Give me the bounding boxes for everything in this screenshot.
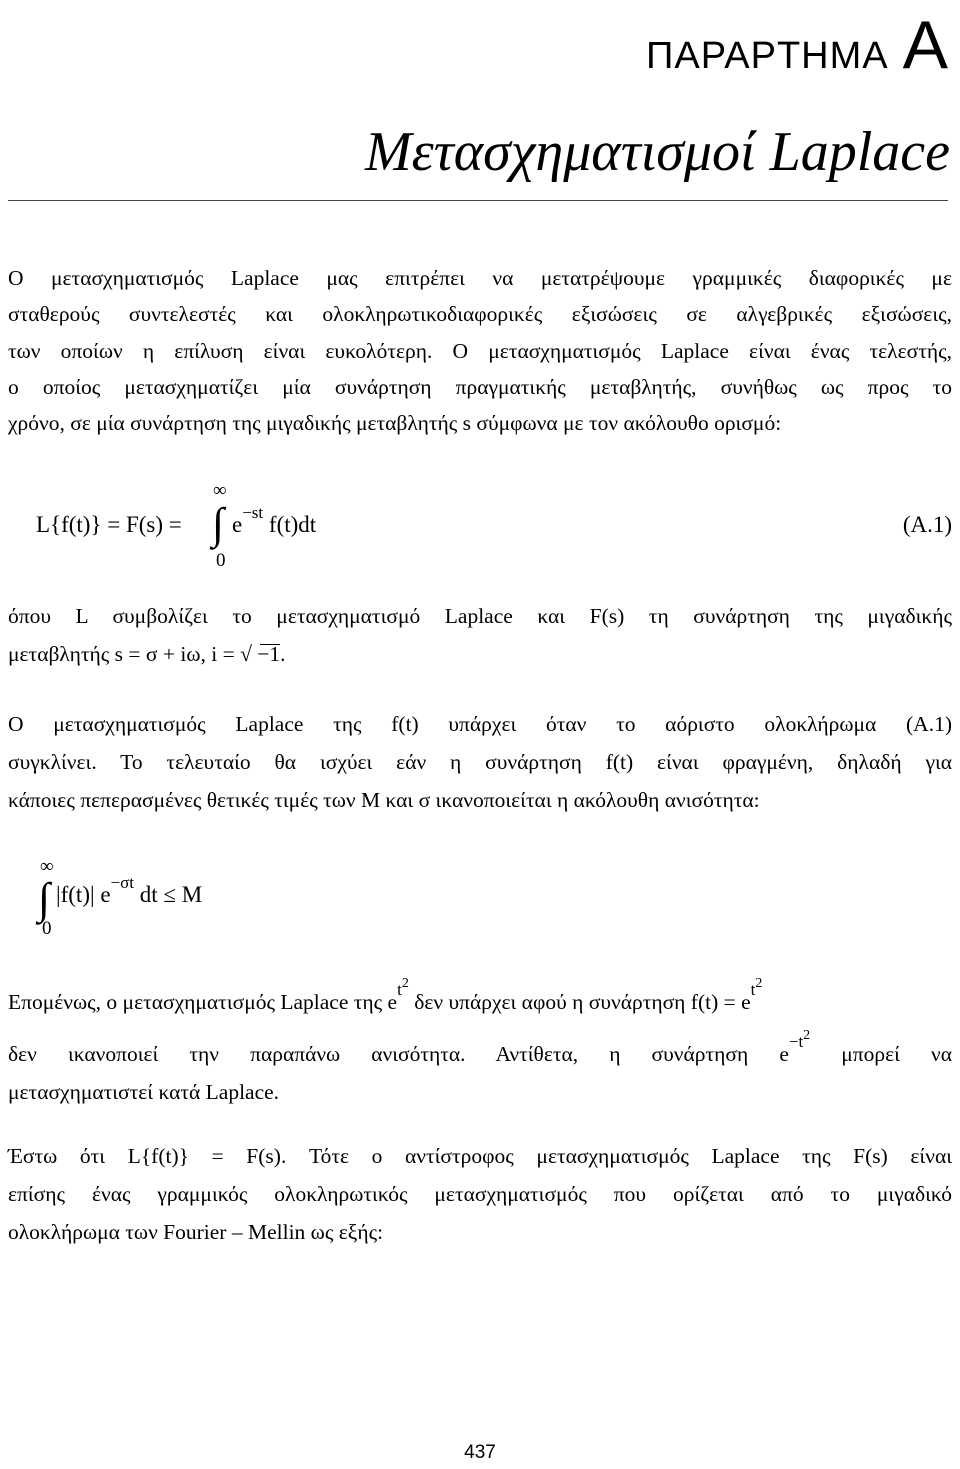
paragraph1-line-2: σταθερούς συντελεστές και ολοκληρωτικοδιαφορικές εξισώσεις σε αλγεβρικές εξισώσεις, [8, 302, 952, 326]
chapter-title: Μετασχηματισμοί Laplace [365, 121, 950, 183]
eq2-exponent: −σt [110, 873, 135, 892]
eq1-tail: f(t)dt [268, 512, 317, 537]
p4-exp2-power: t [750, 980, 756, 999]
p4-exp2 [741, 976, 763, 1014]
paragraph3-line-3: κάποιες πεπερασμένες θετικές τιμές των M και σ ικανοποιείται η ακόλουθη ανισότητα: [8, 788, 760, 812]
p4-exp1 [387, 976, 409, 1014]
p4-exp2-base: e [741, 990, 751, 1014]
p4-part2: δεν υπάρχει αφού η συνάρτηση f(t) = [414, 990, 736, 1014]
integral-sign: ∫ [212, 499, 225, 548]
paragraph2-text: μεταβλητής s = σ + iω, i = [8, 642, 235, 666]
paragraph4-line-3: μετασχηματιστεί κατά Laplace. [8, 1080, 280, 1104]
p4-part1: Επομένως, ο μετασχηματισμός Laplace της [8, 990, 383, 1014]
paragraph1-line-4: ο οποίος μετασχηματίζει μία συνάρτηση πραγματικής μεταβλητής, συνήθως ως προς το [8, 375, 952, 399]
eq1-base: e [232, 512, 243, 537]
paragraph3-line-1: Ο μετασχηματισμός Laplace της f(t) υπάρχει όταν το αόριστο ολοκλήρωμα (A.1) [8, 712, 952, 736]
eq1-upper-limit: ∞ [213, 480, 227, 501]
p4-exp3-base: e [779, 1042, 789, 1066]
title-divider [8, 200, 948, 201]
paragraph1-line-3: των οποίων η επίλυση είναι ευκολότερη. Ο μετασχηματισμός Laplace είναι ένας τελεστής, [8, 339, 952, 363]
paragraph4-line-1 [8, 976, 763, 1015]
paragraph5-line-3: ολοκλήρωμα των Fourier – Mellin ως εξής: [8, 1220, 384, 1244]
eq1-exponent: −st [242, 503, 264, 522]
p4-exp3-square: 2 [803, 1028, 811, 1043]
eq2-tail: dt ≤ M [139, 882, 203, 907]
sqrt-expression [240, 642, 280, 667]
p4-line2-part2: μπορεί να [841, 1042, 953, 1066]
p4-exp1-base: e [387, 990, 398, 1014]
eq1-lower-limit: 0 [216, 550, 226, 571]
paragraph2-tail: . [280, 642, 286, 666]
sqrt-radicand: −1 [257, 642, 281, 666]
paragraph3-line-2: συγκλίνει. Το τελευταίο θα ισχύει εάν η συνάρτηση f(t) είναι φραγμένη, δηλαδή για [8, 750, 952, 774]
p4-exp3 [779, 1028, 811, 1066]
page-number: 437 [464, 1442, 496, 1463]
eq1-label: (A.1) [902, 512, 952, 537]
paragraph4-line-2 [8, 1028, 953, 1067]
eq2-body [56, 873, 203, 908]
sqrt-bar [260, 644, 280, 645]
eq2-base: e [100, 882, 111, 907]
appendix-word: ΠΑΡΑΡΤΗΜΑ [645, 35, 889, 77]
paragraph5-line-2: επίσης ένας γραμμικός ολοκληρωτικός μετασχηματισμός που ορίζεται από το μιγαδικό [8, 1182, 952, 1206]
eq2-upper-limit: ∞ [40, 856, 54, 877]
sqrt-symbol: √ [240, 642, 252, 666]
appendix-letter: A [902, 7, 948, 83]
paragraph2-line-2 [8, 642, 286, 667]
integral-sign: ∫ [38, 874, 51, 923]
eq1-integrand [232, 503, 317, 538]
eq1-lhs: L{f(t)} = F(s) = [36, 512, 182, 537]
p4-exp1-power: t [397, 980, 402, 999]
eq2-abs-f: |f(t)| [56, 882, 95, 907]
paragraph2-line-1: όπου L συμβολίζει το μετασχηματισμό Laplace και F(s) τη συνάρτηση της μιγαδικής [8, 604, 952, 628]
p4-line2-part1: δεν ικανοποιεί την παραπάνω ανισότητα. Αντίθετα, η συνάρτηση [8, 1042, 749, 1066]
p4-exp1-square: 2 [401, 976, 409, 991]
eq2-lower-limit: 0 [42, 918, 52, 939]
p4-exp3-power: −t [788, 1032, 804, 1051]
paragraph1-line-1: Ο μετασχηματισμός Laplace μας επιτρέπει να μετατρέψουμε γραμμικές διαφορικές με [8, 266, 952, 290]
paragraph1-line-5: χρόνο, σε μία συνάρτηση της μιγαδικής μεταβλητής s σύμφωνα με τον ακόλουθο ορισμό: [8, 411, 782, 435]
paragraph5-line-1: Έστω ότι L{f(t)} = F(s). Τότε ο αντίστροφος μετασχηματισμός Laplace της F(s) είναι [8, 1144, 952, 1168]
appendix-heading [646, 6, 948, 84]
p4-exp2-square: 2 [755, 976, 763, 991]
